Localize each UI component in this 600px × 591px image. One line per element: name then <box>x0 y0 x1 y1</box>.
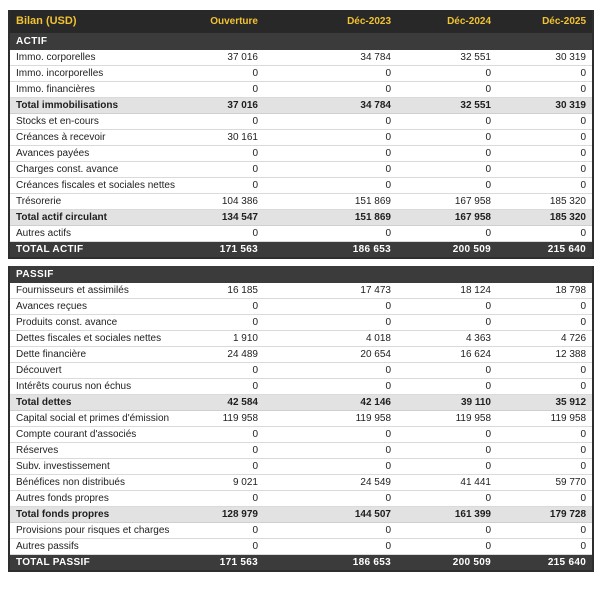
cell-value: 0 <box>497 379 593 395</box>
table-row <box>9 146 593 162</box>
cell-value: 24 549 <box>264 475 397 491</box>
row-label: Autres actifs <box>9 226 194 242</box>
cell-value: 0 <box>497 363 593 379</box>
subtotal-row <box>9 395 593 411</box>
cell-value: 0 <box>194 315 264 331</box>
cell-value: 0 <box>264 178 397 194</box>
cell-value: 0 <box>397 491 497 507</box>
cell-value: 151 869 <box>264 210 397 226</box>
cell-value: 104 386 <box>194 194 264 210</box>
cell-value: 0 <box>497 66 593 82</box>
row-label: Charges const. avance <box>9 162 194 178</box>
cell-value: 0 <box>497 114 593 130</box>
cell-value: 0 <box>397 315 497 331</box>
cell-value: 0 <box>397 379 497 395</box>
table-row <box>9 523 593 539</box>
cell-value: 167 958 <box>397 210 497 226</box>
row-label: Total fonds propres <box>9 507 194 523</box>
cell-value: 0 <box>194 299 264 315</box>
section-title-actif: ACTIF <box>9 33 593 50</box>
row-label: Total immobilisations <box>9 98 194 114</box>
cell-value: 0 <box>194 523 264 539</box>
cell-value: 4 018 <box>264 331 397 347</box>
cell-value: 34 784 <box>264 50 397 66</box>
cell-value: 0 <box>397 178 497 194</box>
cell-value: 0 <box>264 443 397 459</box>
cell-value: 0 <box>397 299 497 315</box>
cell-value: 0 <box>194 66 264 82</box>
cell-value: 0 <box>264 299 397 315</box>
cell-value: 41 441 <box>397 475 497 491</box>
table-row <box>9 50 593 66</box>
row-label: Intérêts courus non échus <box>9 379 194 395</box>
table-row <box>9 411 593 427</box>
row-label: Immo. incorporelles <box>9 66 194 82</box>
cell-value: 0 <box>194 427 264 443</box>
section-header-row-passif <box>9 266 593 283</box>
cell-value: 215 640 <box>497 555 593 572</box>
cell-value: 0 <box>497 539 593 555</box>
total-row <box>9 242 593 259</box>
cell-value: 12 388 <box>497 347 593 363</box>
cell-value: 0 <box>264 226 397 242</box>
cell-value: 186 653 <box>264 242 397 259</box>
cell-value: 0 <box>497 523 593 539</box>
cell-value: 0 <box>194 82 264 98</box>
table-row <box>9 299 593 315</box>
cell-value: 34 784 <box>264 98 397 114</box>
cell-value: 0 <box>497 146 593 162</box>
column-header-dec-2025: Déc-2025 <box>497 10 593 33</box>
cell-value: 186 653 <box>264 555 397 572</box>
passif-table-body <box>9 283 593 571</box>
table-row <box>9 283 593 299</box>
column-header-ouverture: Ouverture <box>194 10 264 33</box>
cell-value: 0 <box>264 539 397 555</box>
cell-value: 1 910 <box>194 331 264 347</box>
cell-value: 0 <box>397 82 497 98</box>
row-label: Immo. financières <box>9 82 194 98</box>
row-label: Immo. corporelles <box>9 50 194 66</box>
cell-value: 151 869 <box>264 194 397 210</box>
row-label: Autres fonds propres <box>9 491 194 507</box>
row-label: Provisions pour risques et charges <box>9 523 194 539</box>
cell-value: 0 <box>194 443 264 459</box>
cell-value: 35 912 <box>497 395 593 411</box>
cell-value: 20 654 <box>264 347 397 363</box>
cell-value: 0 <box>497 459 593 475</box>
row-label: Compte courant d'associés <box>9 427 194 443</box>
row-label: Bénéfices non distribués <box>9 475 194 491</box>
cell-value: 167 958 <box>397 194 497 210</box>
table-row <box>9 315 593 331</box>
row-label: Stocks et en-cours <box>9 114 194 130</box>
cell-value: 134 547 <box>194 210 264 226</box>
cell-value: 0 <box>497 130 593 146</box>
cell-value: 0 <box>194 539 264 555</box>
cell-value: 37 016 <box>194 50 264 66</box>
cell-value: 0 <box>264 523 397 539</box>
cell-value: 0 <box>264 162 397 178</box>
cell-value: 119 958 <box>397 411 497 427</box>
cell-value: 0 <box>397 130 497 146</box>
cell-value: 0 <box>194 379 264 395</box>
cell-value: 0 <box>194 459 264 475</box>
cell-value: 4 726 <box>497 331 593 347</box>
cell-value: 0 <box>194 491 264 507</box>
cell-value: 30 319 <box>497 50 593 66</box>
cell-value: 59 770 <box>497 475 593 491</box>
cell-value: 17 473 <box>264 283 397 299</box>
row-label: Capital social et primes d'émission <box>9 411 194 427</box>
cell-value: 200 509 <box>397 555 497 572</box>
cell-value: 0 <box>264 130 397 146</box>
cell-value: 0 <box>397 363 497 379</box>
cell-value: 24 489 <box>194 347 264 363</box>
cell-value: 0 <box>397 443 497 459</box>
cell-value: 0 <box>497 226 593 242</box>
row-label: Total dettes <box>9 395 194 411</box>
cell-value: 0 <box>497 178 593 194</box>
cell-value: 0 <box>264 66 397 82</box>
row-label: Réserves <box>9 443 194 459</box>
cell-value: 0 <box>397 146 497 162</box>
cell-value: 0 <box>264 379 397 395</box>
row-label: Avances payées <box>9 146 194 162</box>
cell-value: 0 <box>264 315 397 331</box>
row-label: Produits const. avance <box>9 315 194 331</box>
table-row <box>9 331 593 347</box>
column-header-dec-2024: Déc-2024 <box>397 10 497 33</box>
row-label: Trésorerie <box>9 194 194 210</box>
subtotal-row <box>9 507 593 523</box>
cell-value: 171 563 <box>194 555 264 572</box>
cell-value: 0 <box>397 226 497 242</box>
cell-value: 185 320 <box>497 194 593 210</box>
cell-value: 0 <box>264 459 397 475</box>
actif-table-body <box>9 50 593 258</box>
row-label: Autres passifs <box>9 539 194 555</box>
cell-value: 119 958 <box>264 411 397 427</box>
table-row <box>9 130 593 146</box>
row-label: TOTAL PASSIF <box>9 555 194 572</box>
table-row <box>9 427 593 443</box>
cell-value: 39 110 <box>397 395 497 411</box>
row-label: Créances à recevoir <box>9 130 194 146</box>
row-label: Total actif circulant <box>9 210 194 226</box>
cell-value: 0 <box>264 491 397 507</box>
cell-value: 0 <box>264 427 397 443</box>
cell-value: 0 <box>497 491 593 507</box>
table-row <box>9 114 593 130</box>
subtotal-row <box>9 98 593 114</box>
cell-value: 161 399 <box>397 507 497 523</box>
table-row <box>9 347 593 363</box>
cell-value: 128 979 <box>194 507 264 523</box>
cell-value: 42 584 <box>194 395 264 411</box>
cell-value: 0 <box>397 114 497 130</box>
cell-value: 0 <box>194 363 264 379</box>
cell-value: 37 016 <box>194 98 264 114</box>
table-row <box>9 178 593 194</box>
row-label: Fournisseurs et assimilés <box>9 283 194 299</box>
section-header-row-actif <box>9 33 593 50</box>
cell-value: 4 363 <box>397 331 497 347</box>
cell-value: 0 <box>264 363 397 379</box>
cell-value: 0 <box>194 178 264 194</box>
column-header-dec-2023: Déc-2023 <box>264 10 397 33</box>
cell-value: 0 <box>497 162 593 178</box>
cell-value: 42 146 <box>264 395 397 411</box>
cell-value: 0 <box>497 315 593 331</box>
cell-value: 0 <box>194 226 264 242</box>
subtotal-row <box>9 210 593 226</box>
cell-value: 0 <box>194 146 264 162</box>
cell-value: 171 563 <box>194 242 264 259</box>
cell-value: 0 <box>397 539 497 555</box>
row-label: Subv. investissement <box>9 459 194 475</box>
table-row <box>9 539 593 555</box>
total-row <box>9 555 593 572</box>
row-label: Dette financière <box>9 347 194 363</box>
cell-value: 32 551 <box>397 98 497 114</box>
cell-value: 16 624 <box>397 347 497 363</box>
row-label: Avances reçues <box>9 299 194 315</box>
cell-value: 30 319 <box>497 98 593 114</box>
cell-value: 0 <box>397 459 497 475</box>
cell-value: 0 <box>497 427 593 443</box>
row-label: Dettes fiscales et sociales nettes <box>9 331 194 347</box>
cell-value: 0 <box>497 82 593 98</box>
cell-value: 18 124 <box>397 283 497 299</box>
cell-value: 0 <box>497 443 593 459</box>
cell-value: 215 640 <box>497 242 593 259</box>
table-row <box>9 491 593 507</box>
actif-table <box>8 10 594 259</box>
cell-value: 0 <box>497 299 593 315</box>
table-header-row <box>9 10 593 33</box>
section-title-passif: PASSIF <box>9 266 593 283</box>
cell-value: 18 798 <box>497 283 593 299</box>
table-row <box>9 66 593 82</box>
cell-value: 0 <box>397 162 497 178</box>
table-row <box>9 82 593 98</box>
cell-value: 32 551 <box>397 50 497 66</box>
cell-value: 179 728 <box>497 507 593 523</box>
row-label: Découvert <box>9 363 194 379</box>
cell-value: 0 <box>264 114 397 130</box>
row-label: TOTAL ACTIF <box>9 242 194 259</box>
table-row <box>9 194 593 210</box>
cell-value: 144 507 <box>264 507 397 523</box>
cell-value: 16 185 <box>194 283 264 299</box>
table-row <box>9 162 593 178</box>
table-row <box>9 443 593 459</box>
table-title: Bilan (USD) <box>9 10 194 33</box>
table-row <box>9 475 593 491</box>
cell-value: 0 <box>397 427 497 443</box>
table-row <box>9 459 593 475</box>
table-row <box>9 379 593 395</box>
cell-value: 9 021 <box>194 475 264 491</box>
cell-value: 0 <box>264 146 397 162</box>
cell-value: 0 <box>194 162 264 178</box>
cell-value: 185 320 <box>497 210 593 226</box>
table-row <box>9 363 593 379</box>
cell-value: 200 509 <box>397 242 497 259</box>
passif-table <box>8 266 594 572</box>
row-label: Créances fiscales et sociales nettes <box>9 178 194 194</box>
cell-value: 0 <box>397 523 497 539</box>
table-row <box>9 226 593 242</box>
cell-value: 0 <box>397 66 497 82</box>
cell-value: 30 161 <box>194 130 264 146</box>
cell-value: 0 <box>194 114 264 130</box>
cell-value: 119 958 <box>194 411 264 427</box>
cell-value: 0 <box>264 82 397 98</box>
cell-value: 119 958 <box>497 411 593 427</box>
